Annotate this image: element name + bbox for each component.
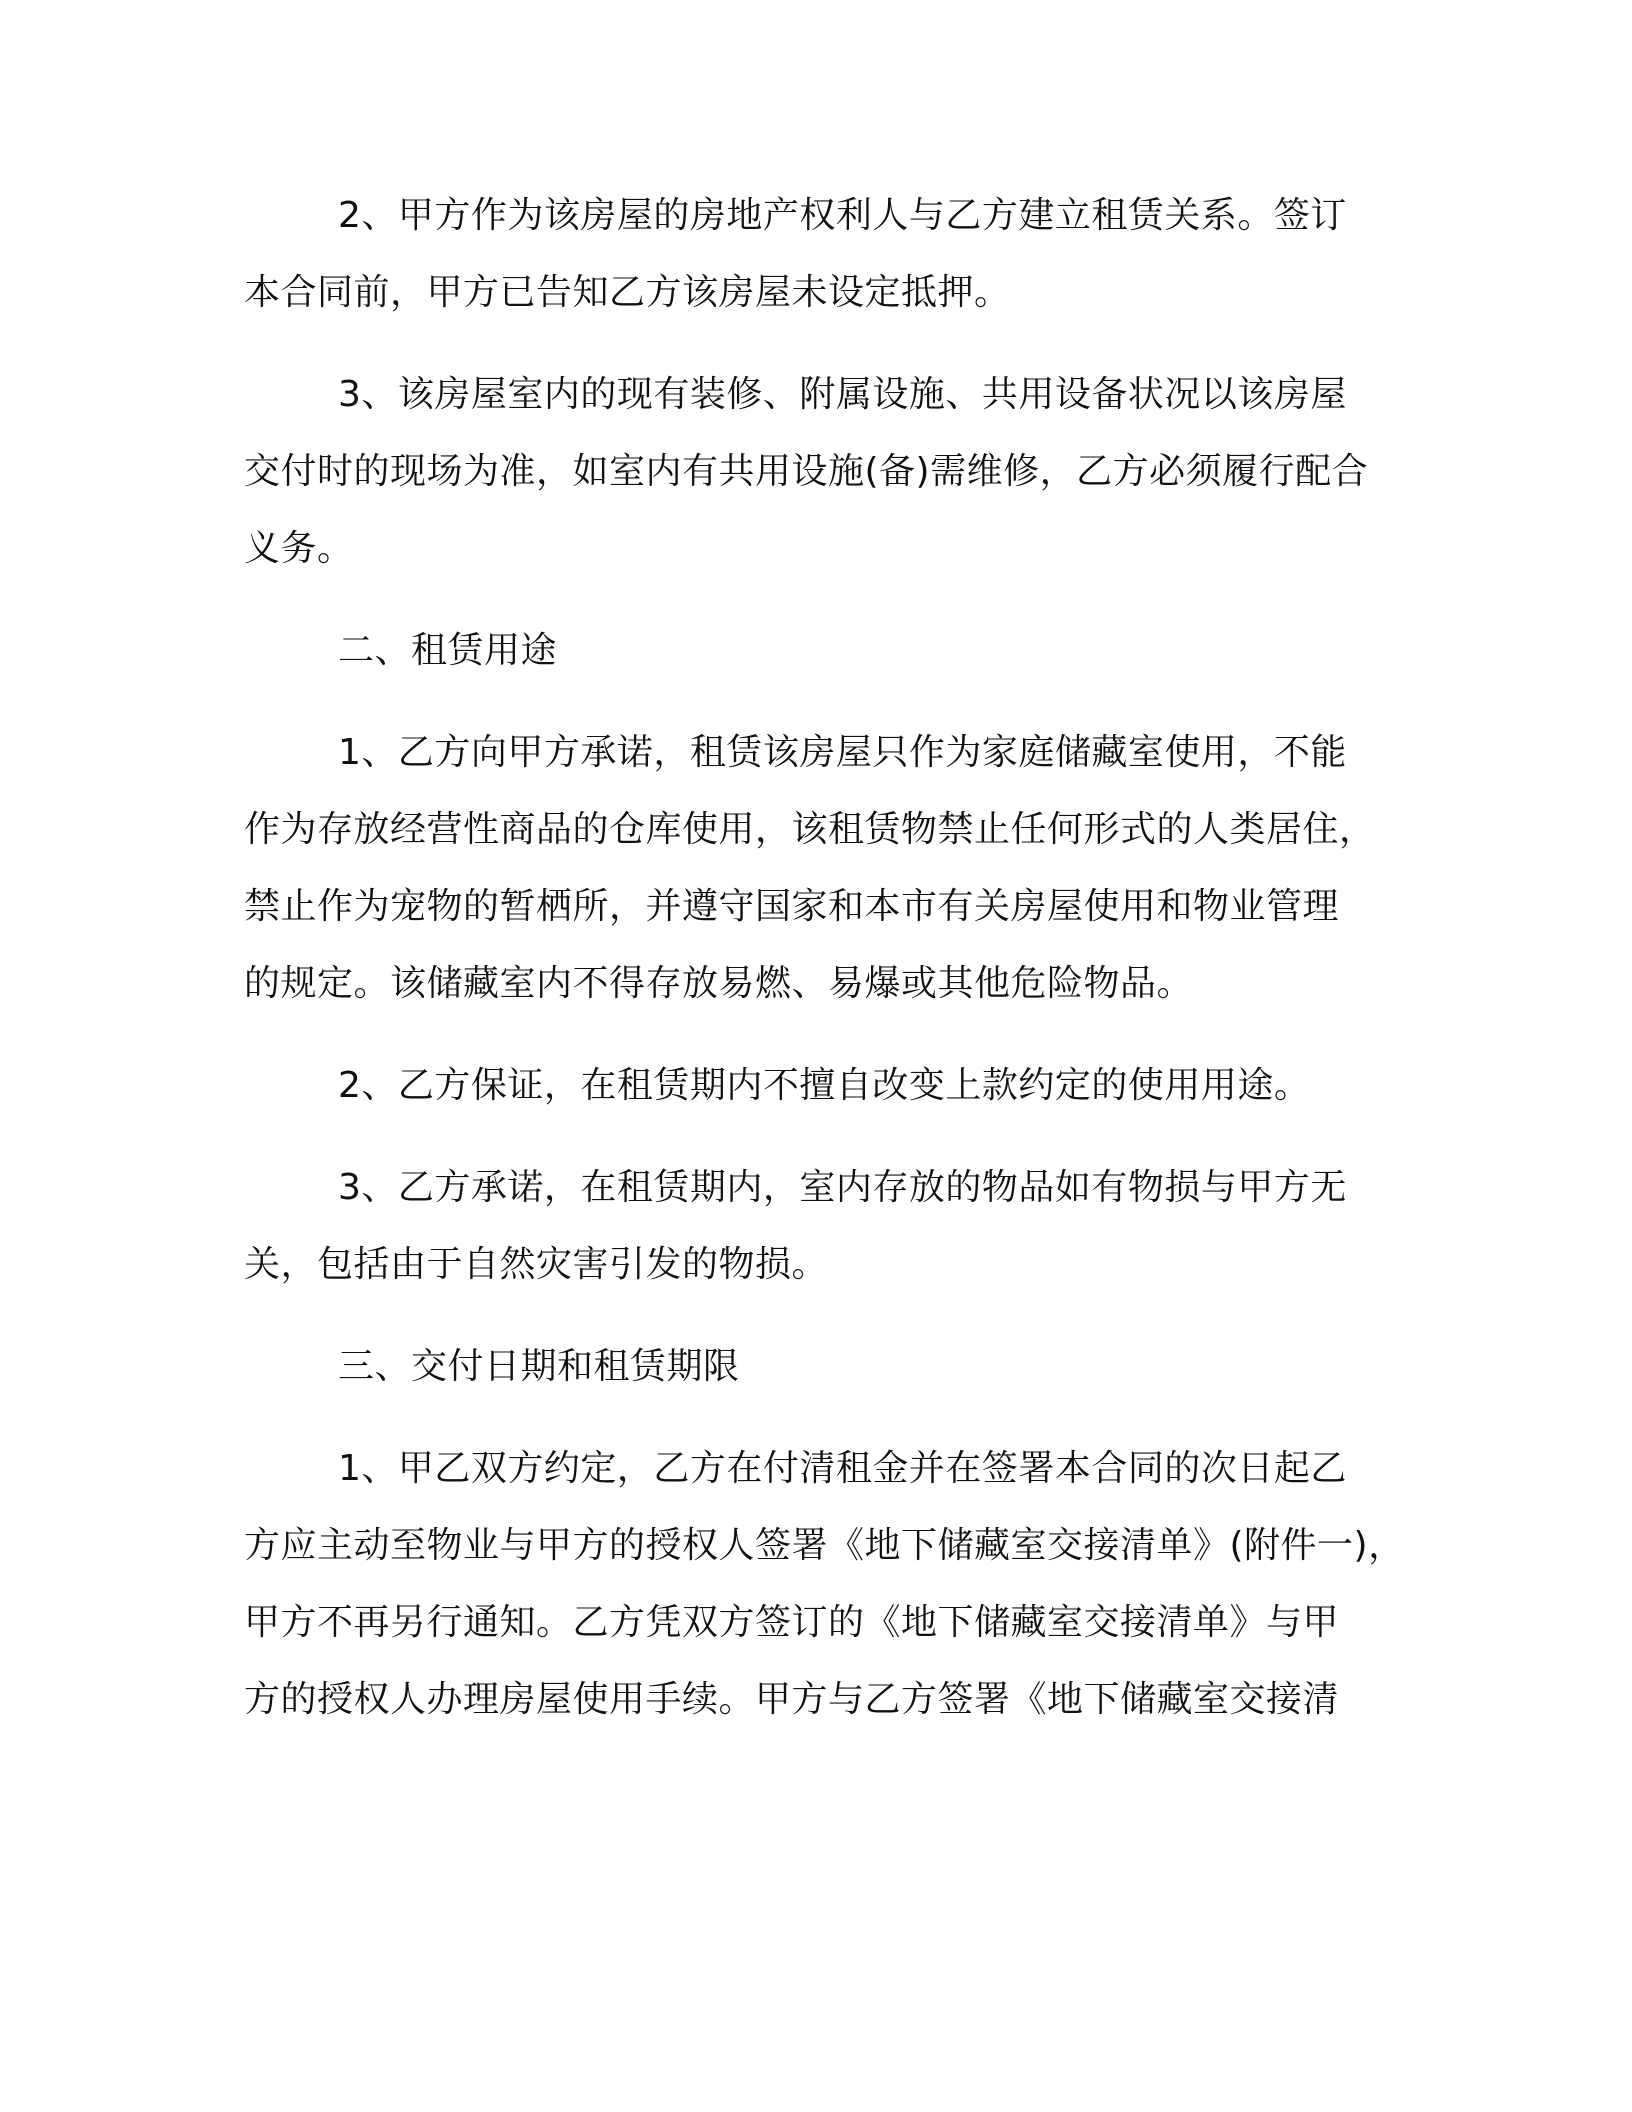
paragraph-line: 的规定。该储藏室内不得存放易燃、易爆或其他危险物品。 xyxy=(244,963,1194,1004)
paragraph-line: 1、甲乙双方约定，乙方在付清租金并在签署本合同的次日起乙 xyxy=(338,1448,1347,1489)
paragraph-line: 1、乙方向甲方承诺，租赁该房屋只作为家庭储藏室使用，不能 xyxy=(338,732,1347,773)
paragraph-line: 义务。 xyxy=(244,528,354,569)
paragraph-line: 交付时的现场为准，如室内有共用设施(备)需维修，乙方必须履行配合 xyxy=(244,451,1369,492)
section-heading: 二、租赁用途 xyxy=(338,630,558,671)
paragraph-line: 方的授权人办理房屋使用手续。甲方与乙方签署《地下储藏室交接清 xyxy=(244,1679,1340,1720)
paragraph-line: 2、乙方保证，在租赁期内不擅自改变上款约定的使用用途。 xyxy=(338,1065,1311,1106)
paragraph-line: 关，包括由于自然灾害引发的物损。 xyxy=(244,1244,829,1285)
paragraph-line: 作为存放经营性商品的仓库使用，该租赁物禁止任何形式的人类居住， xyxy=(244,809,1376,850)
paragraph-line: 甲方不再另行通知。乙方凭双方签订的《地下储藏室交接清单》与甲 xyxy=(244,1602,1340,1643)
section-heading: 三、交付日期和租赁期限 xyxy=(338,1346,740,1387)
paragraph-line: 3、乙方承诺，在租赁期内，室内存放的物品如有物损与甲方无 xyxy=(338,1167,1347,1208)
paragraph-line: 方应主动至物业与甲方的授权人签署《地下储藏室交接清单》(附件一)， xyxy=(244,1525,1405,1566)
paragraph-line: 2、甲方作为该房屋的房地产权利人与乙方建立租赁关系。签订 xyxy=(338,195,1347,236)
paragraph-line: 禁止作为宠物的暂栖所，并遵守国家和本市有关房屋使用和物业管理 xyxy=(244,886,1340,927)
paragraph-line: 3、该房屋室内的现有装修、附属设施、共用设备状况以该房屋 xyxy=(338,374,1347,415)
paragraph-line: 本合同前，甲方已告知乙方该房屋未设定抵押。 xyxy=(244,272,1011,313)
